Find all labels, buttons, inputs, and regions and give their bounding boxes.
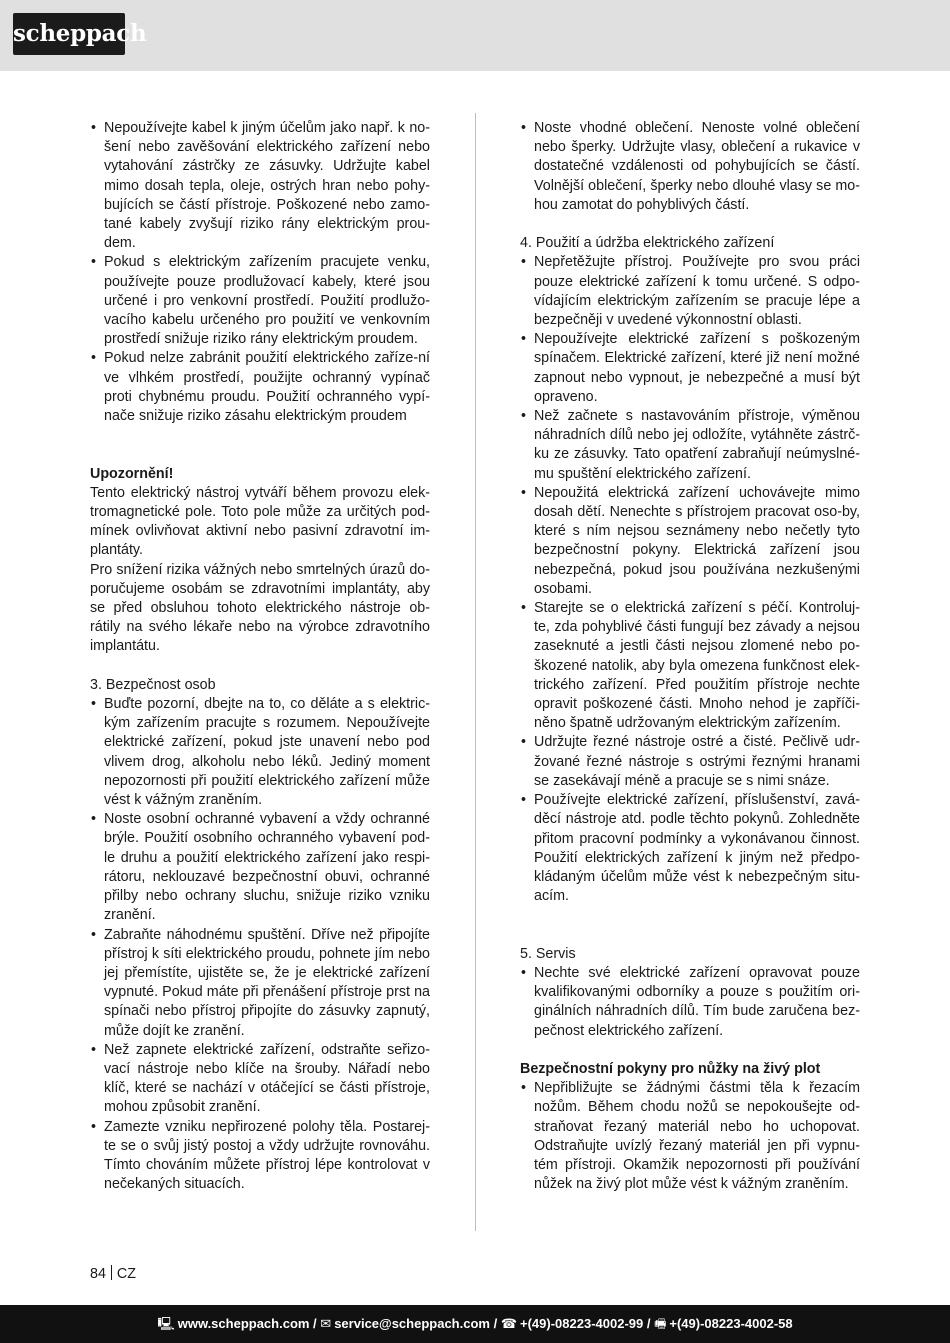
list-item: • Buďte pozorní, dbejte na to, co děláte a s elektric-kým zařízením pracujte s rozumem. Nepoužívejte elektrické zařízení, pokud jste unavení nebo pod vlivem drog, alkoholu nebo léků. Jediný moment nepozornosti při použití elektrického zařízení může vést k vážným zraněním. bbox=[90, 695, 430, 810]
right-column bbox=[520, 119, 860, 1194]
bullet-list bbox=[520, 964, 860, 1041]
footer-phone: +(49)-08223-4002-99 / bbox=[520, 1316, 651, 1331]
section-heading: 3. Bezpečnost osob bbox=[90, 676, 216, 693]
bullet-list bbox=[520, 119, 860, 215]
page-language: CZ bbox=[116, 1266, 136, 1282]
hedge-trimmer-heading: Bezpečnostní pokyny pro nůžky na živý plot bbox=[520, 1060, 821, 1077]
fax-icon: 🖷 bbox=[654, 1316, 667, 1331]
page-number-value: 84 bbox=[90, 1266, 106, 1282]
brand-logo: scheppach bbox=[13, 13, 125, 55]
footer-email[interactable]: service@scheppach.com / bbox=[334, 1316, 498, 1331]
list-item: • Udržujte řezné nástroje ostré a čisté. Pečlivě udr-žované řezné nástroje s ostrými řeznými hranami se zasekávají méně a pracuje se s nimi snáze. bbox=[520, 733, 860, 791]
list-item: • Než zapnete elektrické zařízení, odstraňte seřizo-vací nástroje nebo klíče na šrouby. Nářadí nebo klíč, které se nachází v otáčející se části přístroje, mohou způsobit zranění. bbox=[90, 1041, 430, 1118]
list-item: • Starejte se o elektrická zařízení s péčí. Kontroluj-te, zda pohyblivé části fungují bez závady a nejsou zaseknuté a jestli části nejsou zlomené nebo po-škozené natolik, aby byla omezena funkčnost elek-trického zařízení. Před použitím přístroje nechte opravit poškozené části. Mnoho nehod je zapříči-něno špatně udržovaným elektrickým zařízením. bbox=[520, 599, 860, 733]
bullet-list bbox=[520, 253, 860, 906]
phone-icon: ☎ bbox=[500, 1316, 518, 1331]
list-item: • Zamezte vzniku nepřirozené polohy těla. Postarej-te se o svůj jistý postoj a vždy udržujte rovnováhu. Tímto chováním můžete přístroj lépe kontrolovat v nečekaných situacích. bbox=[90, 1118, 430, 1195]
section-heading: 4. Použití a údržba elektrického zařízení bbox=[520, 235, 775, 252]
list-item: • Noste osobní ochranné vybavení a vždy ochranné brýle. Použití osobního ochranného vybavení pod-le druhu a použití elektrického zařízení jako respi-rátoru, neklouzavé bezpečnostní obuvi, ochranné přilby nebo ochrany sluchu, snižuje riziko vzniku zranění. bbox=[90, 810, 430, 925]
warning-heading: Upozornění! bbox=[90, 465, 174, 482]
list-item: • Pokud nelze zabránit použití elektrického zaříze-ní ve vlhkém prostředí, použijte ochranný vypínač proti chybnému proudu. Použití ochranného vypí-nače snižuje riziko zásahu elektrickým proudem bbox=[90, 349, 430, 426]
computer-icon: 🖳 bbox=[157, 1316, 175, 1331]
list-item: • Nepoužívejte elektrické zařízení s poškozeným spínačem. Elektrické zařízení, které již není možné zapnout nebo vypnout, je nebezpečné a musí být opraveno. bbox=[520, 330, 860, 407]
page-number-separator bbox=[111, 1265, 112, 1280]
list-item: • Nepoužívejte kabel k jiným účelům jako např. k no-šení nebo zavěšování elektrického zařízení nebo vytahování zástrčky ze zásuvky. Udržujte kabel mimo dosah tepla, oleje, ostrých hran nebo pohy-bujících se částí přístroje. Poškozené nebo zamo-tané kabely zvyšují riziko rány elektrickým prou-dem. bbox=[90, 119, 430, 253]
email-icon: ✉ bbox=[320, 1316, 332, 1331]
list-item: • Nechte své elektrické zařízení opravovat pouze kvalifikovanými odborníky a pouze s použitím ori-ginálních náhradních dílů. Tím bude zaručena bez-pečnost elektrického zařízení. bbox=[520, 964, 860, 1041]
header-bar bbox=[0, 0, 950, 71]
page-number bbox=[90, 1265, 136, 1284]
list-item: • Než začnete s nastavováním přístroje, výměnou náhradních dílů nebo jej odložíte, vytáhněte zástrč-ku ze zásuvky. Tato opatření zabraňují neúmyslné-mu spuštění elektrického zařízení. bbox=[520, 407, 860, 484]
list-item: • Zabraňte náhodnému spuštění. Dříve než připojíte přístroj k síti elektrického proudu, pohnete jím nebo jej přemístíte, ujistěte se, že je elektrické zařízení vypnuté. Pokud máte při přenášení přístroje prst na spínači nebo přístroj připojíte do zásuvky zapnutý, může dojít ke zranění. bbox=[90, 926, 430, 1041]
footer-fax: +(49)-08223-4002-58 bbox=[669, 1316, 793, 1331]
footer-website[interactable]: www.scheppach.com / bbox=[177, 1316, 317, 1331]
warning-paragraph: Pro snížení rizika vážných nebo smrtelných úrazů do-poručujeme osobám se zdravotními implantáty, aby se před obsluhou tohoto elektrického nástroje ob-rátily na svého lékaře nebo na výrobce zdravotního implantátu. bbox=[90, 561, 430, 655]
list-item: • Nepřetěžujte přístroj. Používejte pro svou práci pouze elektrické zařízení k tomu určené. S odpo-vídajícím elektrickým zařízením se pracuje lépe a bezpečněji v uvedené výkonnostní oblasti. bbox=[520, 253, 860, 330]
list-item: • Nepoužitá elektrická zařízení uchovávejte mimo dosah dětí. Nenechte s přístrojem pracovat oso-by, které s ním nejsou seznámeny nebo nečetly tyto bezpečnostní pokyny. Elektrická zařízení jsou nebezpečná, pokud jsou používána nezkušenými osobami. bbox=[520, 484, 860, 599]
left-column bbox=[90, 119, 430, 1194]
bullet-list bbox=[520, 1079, 860, 1194]
list-item: • Používejte elektrické zařízení, příslušenství, zavá-děcí nástroje atd. podle těchto pokynů. Zohledněte přitom pracovní podmínky a vykonávanou činnost. Použití elektrických zařízení k jiným než předpo-kládaným účelům může vést k nebezpečným situ-acím. bbox=[520, 791, 860, 906]
warning-paragraph: Tento elektrický nástroj vytváří během provozu elek-tromagnetické pole. Toto pole může za určitých pod-mínek ovlivňovat aktivní nebo pasivní zdravotní im-plantáty. bbox=[90, 484, 430, 559]
footer-bar bbox=[0, 1305, 950, 1343]
list-item: • Pokud s elektrickým zařízením pracujete venku, používejte pouze prodlužovací kabely, které jsou určené i pro venkovní prostředí. Použití prodlužo-vacího kabelu určeného pro použití ve venkovním prostředí snižuje riziko rány elektrickým proudem. bbox=[90, 253, 430, 349]
list-item: • Noste vhodné oblečení. Nenoste volné oblečení nebo šperky. Udržujte vlasy, oblečení a rukavice v dostatečné vzdálenosti od pohybujících se částí. Volnější oblečení, šperky nebo dlouhé vlasy se mo-hou zamotat do pohyblivých částí. bbox=[520, 119, 860, 215]
section-heading: 5. Servis bbox=[520, 945, 576, 962]
bullet-list bbox=[90, 119, 430, 426]
list-item: • Nepřibližujte se žádnými částmi těla k řezacím nožům. Během chodu nožů se nepokoušejte od-straňovat řezaný materiál nebo ho uchopovat. Odstraňujte uvízlý řezaný materiál jen při vypnu-tém přístroji. Okamžik nepozornosti při používání nůžek na živý plot může vést k vážným zraněním. bbox=[520, 1079, 860, 1194]
bullet-list bbox=[90, 695, 430, 1194]
column-divider bbox=[475, 113, 476, 1231]
